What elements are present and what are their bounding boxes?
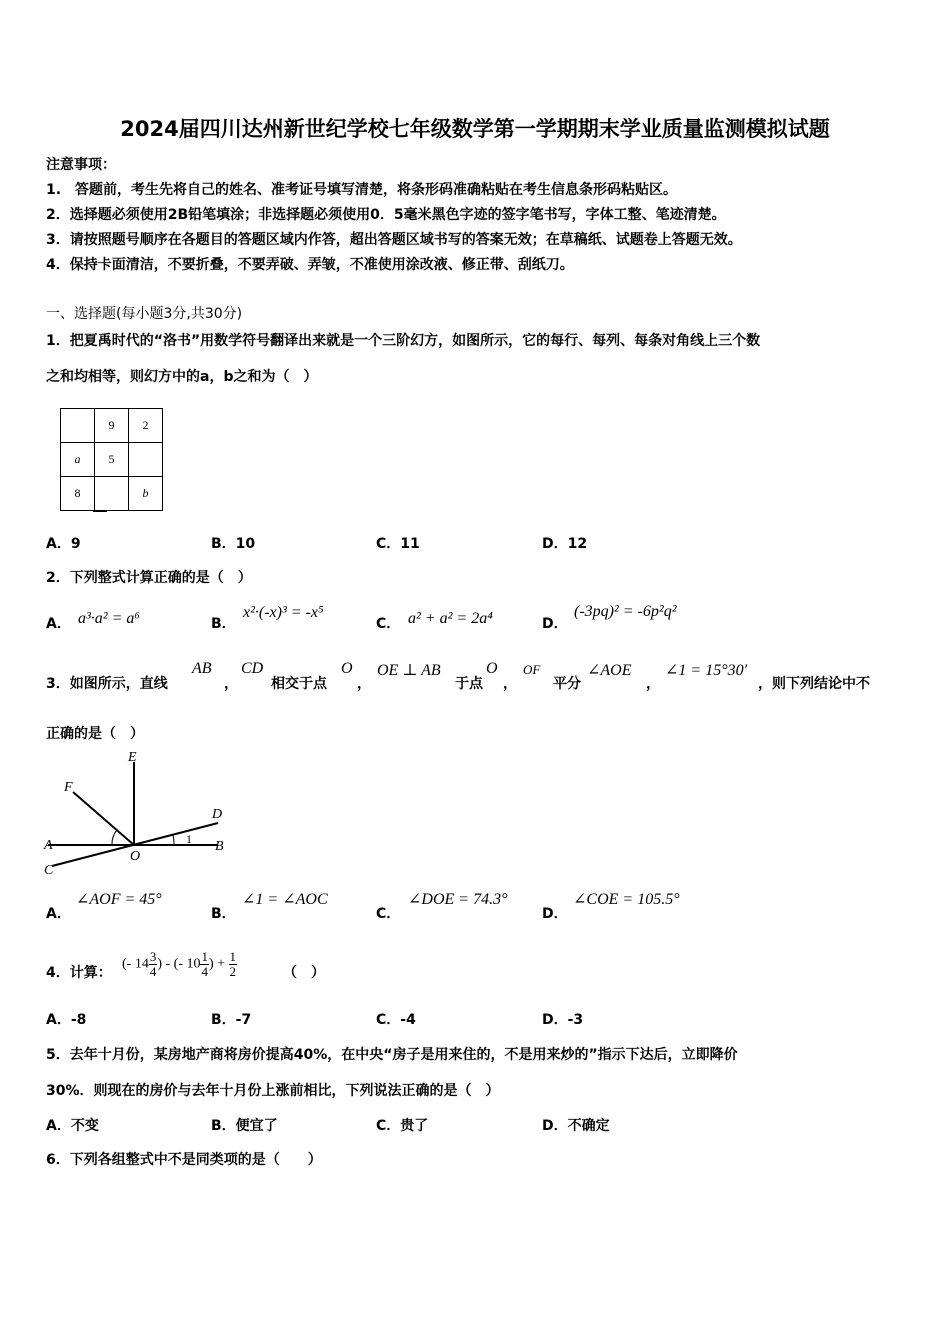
option-d: D．不确定 <box>542 1118 610 1134</box>
notice-item: 1. 答题前，考生先将自己的姓名、准考证号填写清楚，将条形码准确粘贴在考生信息条形码粘贴区。 <box>46 182 678 198</box>
fraction-numerator: 3 <box>149 949 157 964</box>
math-angle-aoe: ∠AOE <box>587 662 632 679</box>
expr-part: ) + <box>208 956 226 972</box>
option-c-math: a² + a² = 2a⁴ <box>408 610 493 627</box>
question-6-stem: 6．下列各组整式中不是同类项的是（ ） <box>46 1152 322 1168</box>
angle-figure <box>40 748 240 883</box>
magic-cell: b <box>129 477 163 511</box>
comma: ， <box>357 676 371 692</box>
magic-cell <box>61 409 95 443</box>
comma: ， <box>646 676 660 692</box>
option-c-label: C． <box>376 616 401 632</box>
question-5-line2: 30%．则现在的房价与去年十月份上涨前相比，下列说法正确的是（ ） <box>46 1083 500 1099</box>
question-5-line1: 5．去年十月份，某房地产商将房价提高40%，在中央“房子是用来住的，不是用来炒的”指示下达后，立即降价 <box>46 1047 738 1063</box>
math-oe-perp-ab: OE ⊥ AB <box>377 662 441 679</box>
option-a-label: A． <box>46 616 71 632</box>
question-4-stem: 4．计算： <box>46 965 112 981</box>
option-d-label: D． <box>542 616 568 632</box>
fraction-denominator: 2 <box>229 964 237 979</box>
angle-arc <box>112 830 117 845</box>
label-b: B <box>215 839 224 854</box>
magic-cell: 2 <box>129 409 163 443</box>
section-heading: 一、选择题(每小题3分,共30分) <box>46 306 243 322</box>
math-o: O <box>486 660 498 677</box>
question-3-part: 平分 <box>553 676 581 692</box>
notice-heading: 注意事项： <box>46 157 116 173</box>
option-b-math: x²·(-x)³ = -x⁵ <box>243 604 324 621</box>
question-2-stem: 2．下列整式计算正确的是（ ） <box>46 570 252 586</box>
math-ab: AB <box>192 660 212 677</box>
question-3-line2: 正确的是（ ） <box>46 726 144 742</box>
option-c: C．-4 <box>376 1012 416 1028</box>
option-a-label: A． <box>46 906 71 922</box>
fraction-numerator: 1 <box>229 949 237 964</box>
question-3-part: ，则下列结论中不 <box>758 676 870 692</box>
label-o: O <box>130 849 141 864</box>
option-b: B．便宜了 <box>211 1118 278 1134</box>
magic-cell: 8 <box>61 477 95 511</box>
label-angle-1: 1 <box>186 832 192 846</box>
option-a: A．-8 <box>46 1012 87 1028</box>
figure-underline <box>93 511 107 512</box>
option-b: B．10 <box>211 536 256 552</box>
option-d-math: (-3pq)² = -6p²q² <box>574 603 677 620</box>
label-d: D <box>212 807 223 822</box>
option-c-label: C． <box>376 906 401 922</box>
expr-part: (- 14 <box>122 956 149 972</box>
option-d-label: D． <box>542 906 568 922</box>
math-cd: CD <box>241 660 264 677</box>
ray-of <box>73 792 134 845</box>
label-e: E <box>128 750 137 765</box>
option-d: D．12 <box>542 536 588 552</box>
math-o: O <box>341 660 353 677</box>
option-d-math: ∠COE = 105.5° <box>573 891 680 908</box>
magic-square-figure <box>60 408 163 511</box>
question-4-expression <box>122 950 237 979</box>
option-d: D．-3 <box>542 1012 584 1028</box>
comma: ， <box>224 676 238 692</box>
page-title: 2024届四川达州新世纪学校七年级数学第一学期期末学业质量监测模拟试题 <box>120 117 830 141</box>
option-c: C．贵了 <box>376 1118 429 1134</box>
label-f: F <box>64 780 73 795</box>
fraction-denominator: 4 <box>201 964 208 979</box>
label-c: C <box>44 863 54 878</box>
notice-item: 4．保持卡面清洁，不要折叠，不要弄破、弄皱，不准使用涂改液、修正带、刮纸刀。 <box>46 257 574 273</box>
notice-item: 3．请按照题号顺序在各题目的答题区域内作答，超出答题区域书写的答案无效；在草稿纸、试题卷上答题无效。 <box>46 232 742 248</box>
question-3-part: 3．如图所示，直线 <box>46 676 168 692</box>
expr-part: ) - (- 10 <box>157 956 201 972</box>
label-a: A <box>44 838 53 853</box>
option-b: B．-7 <box>211 1012 252 1028</box>
answer-blank: （ ） <box>283 965 325 981</box>
question-3-part: 于点 <box>455 676 483 692</box>
math-angle-1: ∠1 = 15°30′ <box>665 662 748 679</box>
question-3-part: 相交于点 <box>271 676 327 692</box>
magic-cell: 9 <box>95 409 129 443</box>
math-of: OF <box>523 662 541 677</box>
question-1-line2: 之和均相等，则幻方中的a，b之和为（ ） <box>46 369 318 385</box>
option-a: A．不变 <box>46 1118 99 1134</box>
option-c: C．11 <box>376 536 420 552</box>
comma: ， <box>503 676 517 692</box>
option-a-math: ∠AOF = 45° <box>76 891 162 908</box>
option-a: A．9 <box>46 536 81 552</box>
option-b-math: ∠1 = ∠AOC <box>242 891 328 908</box>
option-a-math: a³·a² = a⁶ <box>78 610 140 627</box>
option-c-math: ∠DOE = 74.3° <box>408 891 508 908</box>
magic-cell <box>129 443 163 477</box>
option-b-label: B． <box>211 616 236 632</box>
magic-cell: a <box>61 443 95 477</box>
magic-cell <box>95 477 129 511</box>
angle-1-arc <box>173 835 174 845</box>
question-1-line1: 1．把夏禹时代的“洛书”用数学符号翻译出来就是一个三阶幻方，如图所示，它的每行、每列、每条对角线上三个数 <box>46 333 761 349</box>
notice-item: 2．选择题必须使用2B铅笔填涂；非选择题必须使用0．5毫米黑色字迹的签字笔书写，字体工整、笔迹清楚。 <box>46 207 726 223</box>
magic-cell: 5 <box>95 443 129 477</box>
fraction-denominator: 4 <box>149 964 157 979</box>
option-b-label: B． <box>211 906 236 922</box>
fraction-numerator: 1 <box>201 949 208 964</box>
